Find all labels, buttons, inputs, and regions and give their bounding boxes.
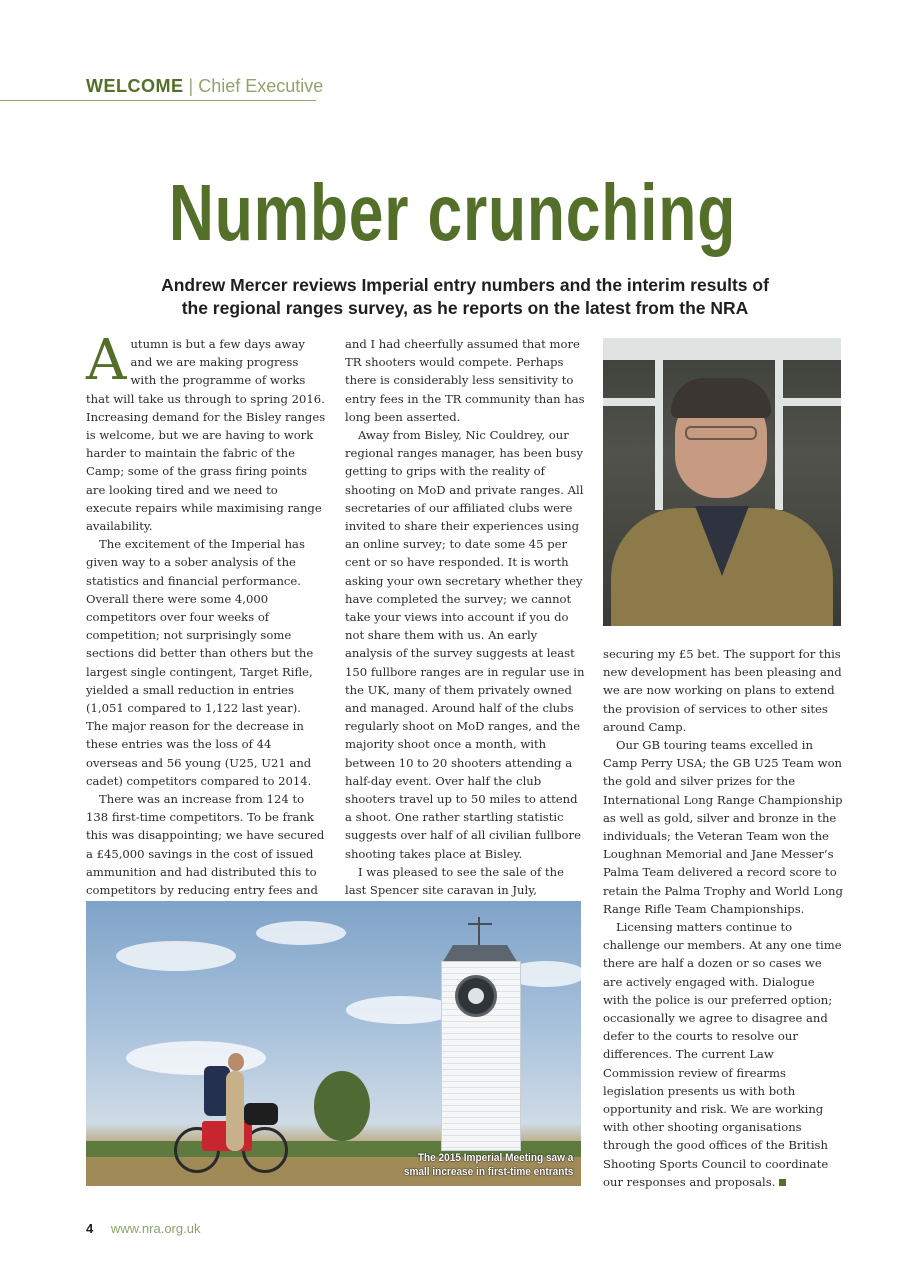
- page-number: 4: [86, 1221, 94, 1236]
- paragraph: Autumn is but a few days away and we are making progress with the programme of works that will take us through to spring 2016. Increasing demand for the Bisley ranges is welcome, but we are having to work harder to maintain the fabric of the Camp; some of the grass firing points are looking tired and we need to execute repairs while maximising range availability.: [86, 328, 326, 534]
- author-portrait: [603, 338, 841, 626]
- article-title: Number crunching: [168, 168, 737, 257]
- cloud: [256, 921, 346, 945]
- caption-line-2: small increase in first-time entrants: [403, 1165, 573, 1178]
- window-pane: [783, 398, 841, 406]
- paragraph: Away from Bisley, Nic Couldrey, our regional ranges manager, has been busy getting to grips with the reality of shooting on MoD and private ranges. All secretaries of our affiliated clubs were invited to share their experiences using an online survey; to date some 45 per cent or so have responded. It is worth asking your own secretary whether they have completed the survey; we cannot take your views into account if you do not share them with us. An early analysis of the survey suggests at least 150 fullbore ranges are in regular use in the UK, many of them privately owned and managed. Around half of the clubs regularly shoot on MoD ranges, and the majority shoot once a month, with between 10 to 20 shooters attending a half-day event. Over half the club shooters travel up to 50 miles to attend a shoot. One rather startling statistic suggests over half of all civilian fullbore shooting takes place at Bisley.: [345, 428, 585, 861]
- paragraph: Licensing matters continue to challenge our members. At any one time there are half a dozen or so cases we are actively engaged with. Dialogue with the police is our preferred option; occasionally we agree to disagree and defer to the courts to resolve our differences. The current Law Commission review of firearms legislation presents us with both opportunity and risk. We are working with other shooting organisations through the good offices of the British Shooting Sports Council to coordinate our responses and proposals.: [603, 920, 842, 1189]
- body-column-2: [345, 335, 585, 918]
- dark-rifle-case: [244, 1103, 278, 1125]
- section-label: WELCOME: [86, 76, 184, 96]
- paragraph: There was an increase from 124 to 138 first-time competitors. To be frank this was disappointing; we have secured a £45,000 savings in the cost of issued ammunition and had distributed this to competitors by reducing entry fees and: [86, 792, 325, 898]
- tree: [314, 1071, 370, 1141]
- paragraph: The excitement of the Imperial has given way to a sober analysis of the statistics and financial performance. Overall there were some 4,000 competitors over four weeks of competition; not surprisingly some sections did better than others but the largest single contingent, Target Rifle, yielded a small reduction in entries (1,051 compared to 1,122 last year). The major reason for the decrease in these entries was the loss of 44 overseas and 56 young (U25, U21 and cadet) competitors compared to 2014.: [86, 537, 314, 788]
- section-separator: |: [188, 76, 194, 96]
- window-pane: [775, 360, 783, 510]
- standfirst-line-1: Andrew Mercer reviews Imperial entry numbers and the interim results of: [161, 275, 769, 295]
- photo-caption: [403, 1152, 573, 1179]
- footer-url[interactable]: www.nra.org.uk: [110, 1221, 201, 1236]
- paragraph: I was pleased to see the sale of the last Spencer site caravan in July,: [345, 864, 564, 898]
- body-column-3: [603, 645, 843, 1191]
- paragraph: securing my £5 bet. The support for this new development has been pleasing and we are now working on plans to extend the provision of services to other sites around Camp.: [603, 647, 842, 734]
- standfirst-line-2: the regional ranges survey, as he reports on the latest from the NRA: [181, 298, 749, 318]
- body-column-1: [86, 328, 326, 918]
- page-footer: [86, 1221, 200, 1236]
- cloud: [346, 996, 456, 1024]
- window-pane: [655, 360, 663, 510]
- cloud: [116, 941, 236, 971]
- paragraph: and I had cheerfully assumed that more TR shooters would compete. Perhaps there is considerably less sensitivity to entry fees in the TR community than has long been asserted.: [345, 337, 585, 424]
- window-pane: [603, 338, 841, 360]
- article-standfirst: [100, 274, 830, 320]
- weather-vane-arm: [468, 923, 492, 925]
- glasses: [685, 426, 757, 440]
- clock-tower-photo: [86, 901, 581, 1186]
- rider: [226, 1071, 244, 1151]
- cloud: [126, 1041, 266, 1075]
- hair: [671, 378, 771, 418]
- weather-vane: [478, 917, 480, 947]
- rider-head: [228, 1053, 244, 1071]
- paragraph: Our GB touring teams excelled in Camp Perry USA; the GB U25 Team won the gold and silver prizes for the International Long Range Championship as well as gold, silver and bronze in the individuals; the Veteran Team won the Loughnan Memorial and Jane Messer’s Palma Team delivered a record score to retain the Palma Trophy and World Long Range Rifle Team Championships.: [603, 738, 843, 916]
- window-pane: [603, 398, 663, 406]
- section-sublabel: Chief Executive: [198, 76, 324, 96]
- header-rule: [0, 100, 316, 101]
- caption-line-1: The 2015 Imperial Meeting saw a: [417, 1152, 573, 1164]
- clock-face-icon: [455, 975, 497, 1017]
- drop-cap: A: [86, 328, 127, 393]
- section-header: [86, 76, 323, 97]
- end-mark-icon: [779, 1179, 786, 1186]
